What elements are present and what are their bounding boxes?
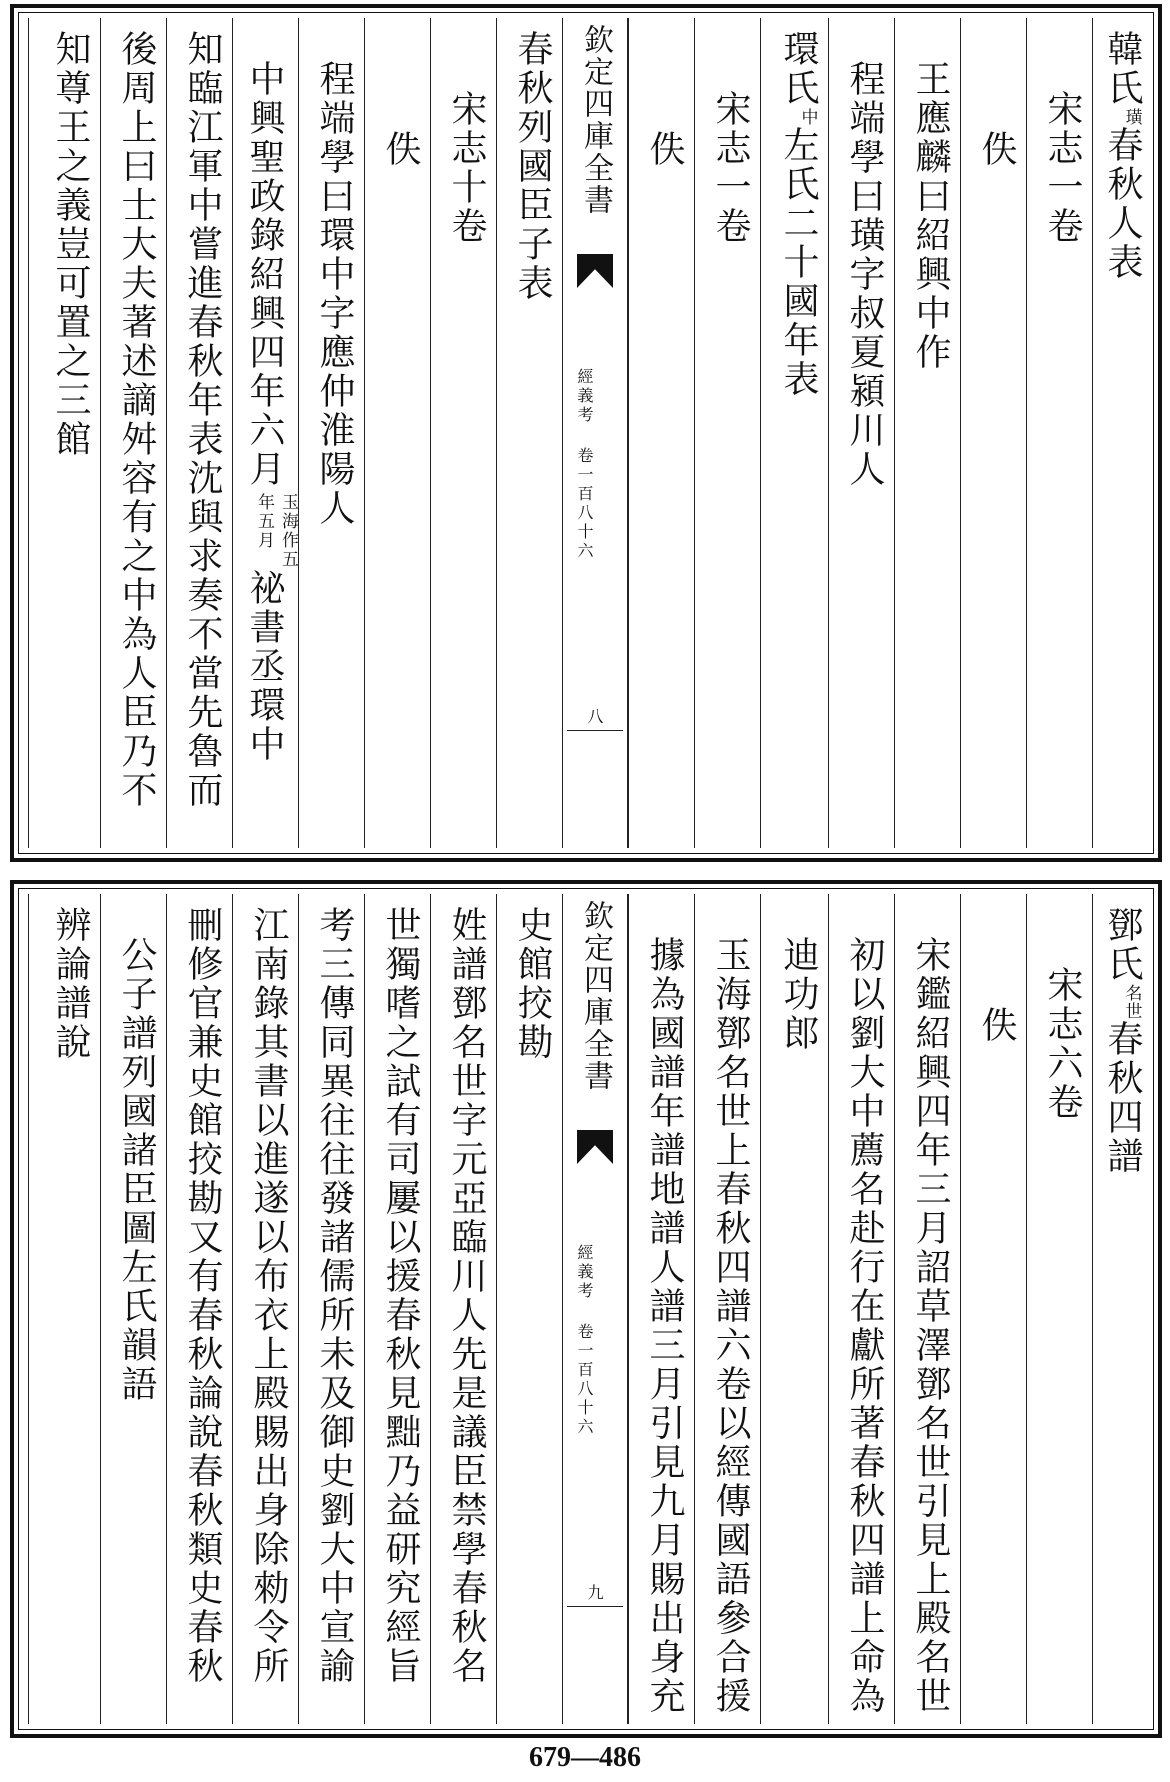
- column-14: 刪修官兼史館挍勘又有春秋論說春秋類史春秋: [166, 894, 232, 1724]
- column-8: 據為國譜年譜地譜人譜三月引見九月賜出身充: [628, 894, 694, 1724]
- column-12: 程端學曰環中字應仲淮陽人: [298, 18, 364, 848]
- column-10: 宋志十卷: [430, 18, 496, 848]
- page-bottom: [10, 880, 1162, 1738]
- column-16: 知尊王之義豈可置之三館: [28, 18, 100, 848]
- column-4: 王應麟曰紹興中作: [894, 18, 960, 848]
- column-1: 鄧氏名世春秋四譜: [1092, 894, 1152, 1724]
- center-margin: [562, 894, 628, 1724]
- column-7: 宋志一卷: [694, 18, 760, 848]
- fish-tail-mark: [577, 254, 613, 288]
- column-3: 佚: [960, 18, 1026, 848]
- column-4: 宋鑑紹興四年三月詔草澤鄧名世引見上殿名世: [894, 894, 960, 1724]
- column-5: 程端學曰璜字叔夏潁川人: [828, 18, 894, 848]
- column-5: 初以劉大中薦名赴行在獻所著春秋四譜上命為: [828, 894, 894, 1724]
- column-11: 佚: [364, 18, 430, 848]
- column-12: 考三傳同異往往發諸儒所未及御史劉大中宣諭: [298, 894, 364, 1724]
- book-title: 經義考 卷一百八十六: [575, 368, 594, 561]
- column-1: 韓氏璜春秋人表: [1092, 18, 1152, 848]
- column-15: 後周上曰士大夫著述謫舛容有之中為人臣乃不: [100, 18, 166, 848]
- column-11: 世獨嗜之試有司屢以援春秋見黜乃益研究經旨: [364, 894, 430, 1724]
- page-top: [10, 4, 1162, 862]
- leaf-number: 九: [585, 1584, 604, 1600]
- column-14: 知臨江軍中嘗進春秋年表沈與求奏不當先魯而: [166, 18, 232, 848]
- column-9: 春秋列國臣子表: [496, 18, 562, 848]
- book-title: 經義考 卷一百八十六: [575, 1244, 594, 1437]
- volume-label: 卷一百八十六: [575, 447, 594, 561]
- column-2: 宋志一卷: [1026, 18, 1092, 848]
- volume-label: 卷一百八十六: [575, 1323, 594, 1437]
- center-rule: [567, 1606, 623, 1607]
- center-rule: [567, 730, 623, 731]
- column-6: 迪功郎: [760, 894, 828, 1724]
- column-6: 環氏中左氏二十國年表: [760, 18, 828, 848]
- column-7: 玉海鄧名世上春秋四譜六卷以經傳國語參合援: [694, 894, 760, 1724]
- column-8: 佚: [628, 18, 694, 848]
- page-number-footer: 679—486: [529, 1742, 641, 1773]
- column-15: 公子譜列國諸臣圖左氏韻語: [100, 894, 166, 1724]
- column-13: 中興聖政錄紹興四年六月玉海作五 年五月祕書丞環中: [232, 18, 298, 848]
- column-13: 江南錄其書以進遂以布衣上殿賜出身除勑令所: [232, 894, 298, 1724]
- column-10: 姓譜鄧名世字元亞臨川人先是議臣禁學春秋名: [430, 894, 496, 1724]
- column-3: 佚: [960, 894, 1026, 1724]
- center-title: 欽定四庫全書: [578, 900, 613, 1092]
- center-margin: [562, 18, 628, 848]
- column-9: 史館挍勘: [496, 894, 562, 1724]
- center-title: 欽定四庫全書: [578, 24, 613, 216]
- fish-tail-mark: [577, 1130, 613, 1164]
- column-2: 宋志六卷: [1026, 894, 1092, 1724]
- column-16: 辨論譜說: [28, 894, 100, 1724]
- leaf-number: 八: [585, 708, 604, 724]
